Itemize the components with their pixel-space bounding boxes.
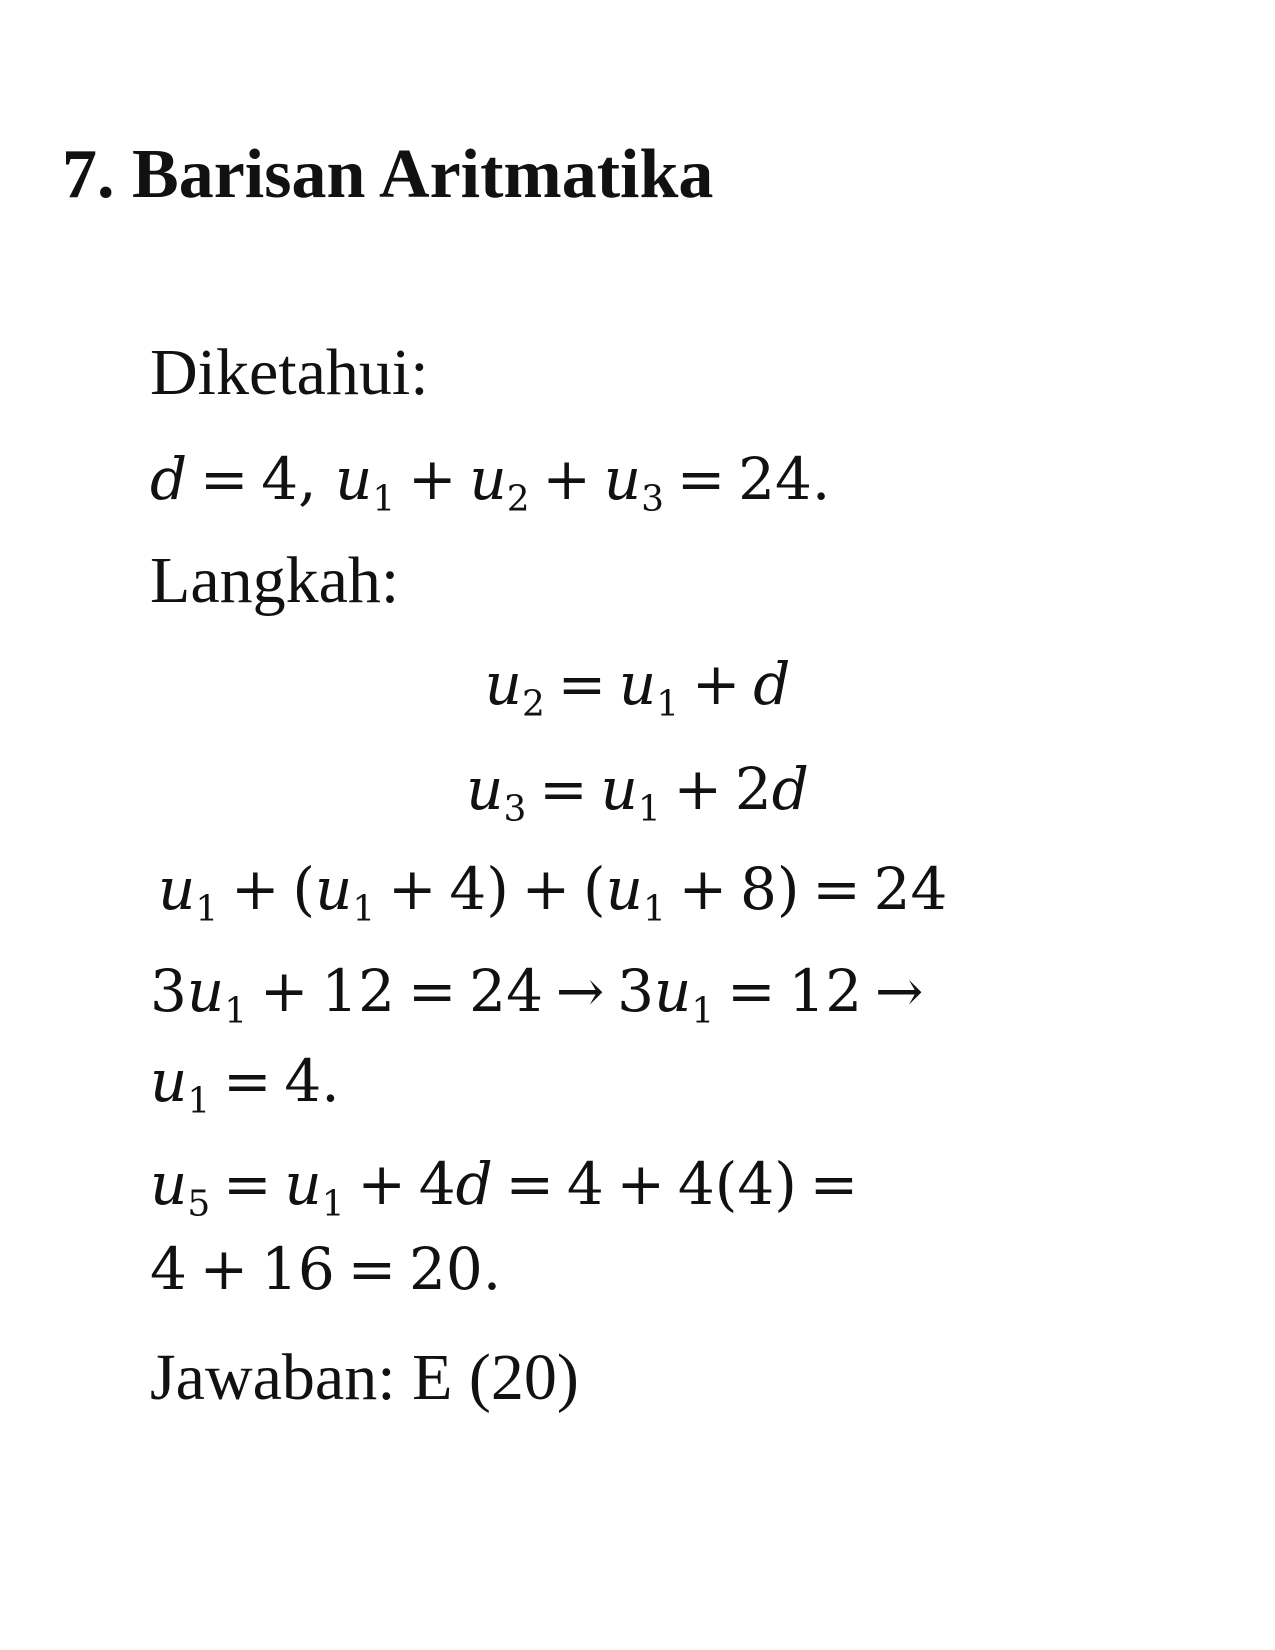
step-u3-equation: $u_3 = u_1 + 2d$ xyxy=(466,755,809,830)
given-equation: d = 4, $u_1 + u_2 + u_3 = 24$. xyxy=(150,445,831,520)
step-u2-equation: $u_2 = u_1 + d$ xyxy=(484,650,791,725)
answer-text: Jawaban: E (20) xyxy=(150,1341,579,1414)
step-solve-equation: $3u_1 + 12 = 24 \to 3u_1 = 12$ → xyxy=(150,957,924,1032)
step-u1-result: $u_1 = 4$. xyxy=(150,1047,340,1122)
steps-label: Langkah: xyxy=(150,544,400,617)
problem-title: 7. Barisan Aritmatika xyxy=(62,136,714,213)
given-label: Diketahui: xyxy=(150,336,429,409)
step-u5-equation: $u_5 = u_1 + 4d = 4 + 4(4)$ = xyxy=(150,1150,859,1225)
step-sum-equation: $u_1 + (u_1 + 4) + (u_1 + 8) = 24$ xyxy=(158,855,948,930)
step-u5-result: 4 + 16 = 20. xyxy=(150,1235,502,1303)
